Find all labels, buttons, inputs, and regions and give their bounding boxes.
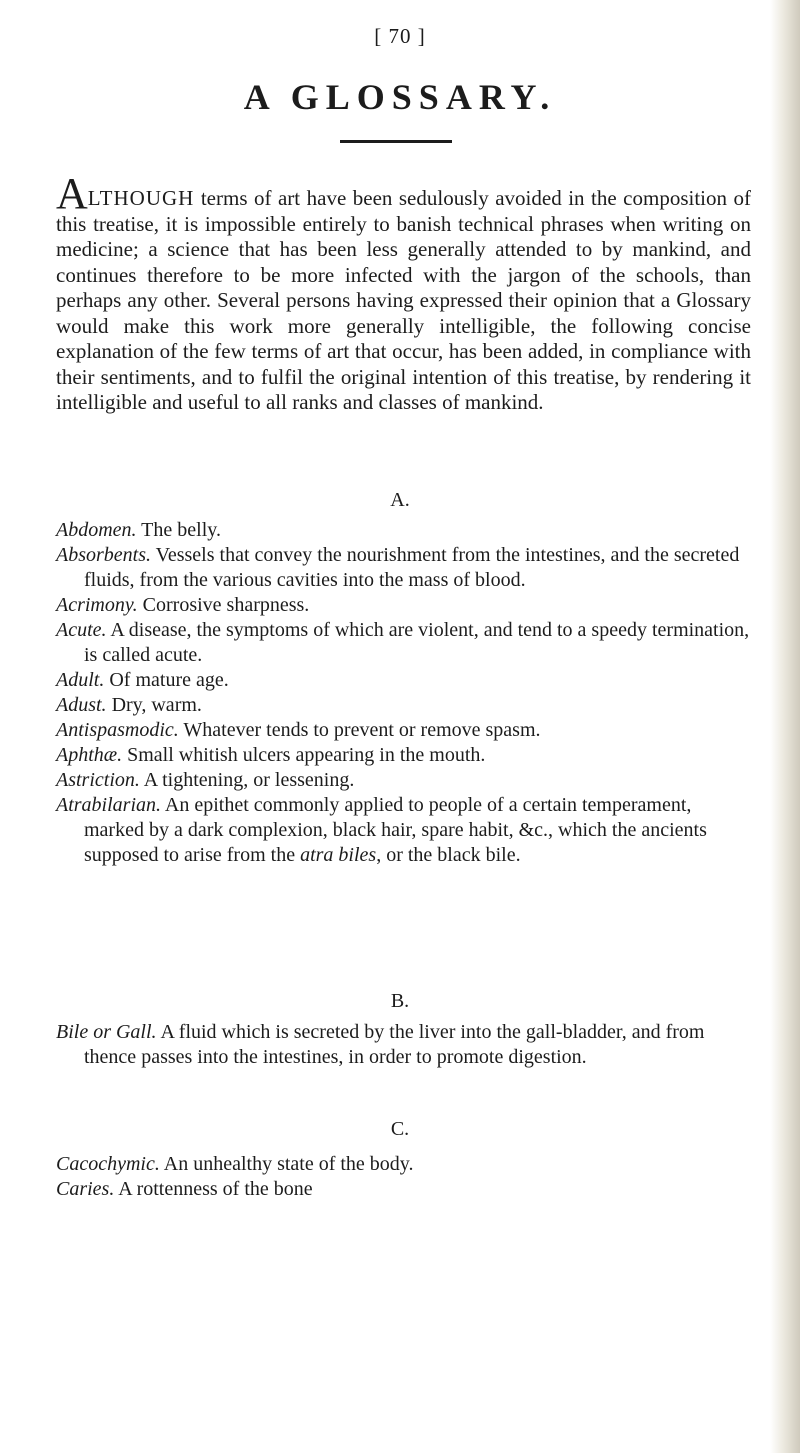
section-a-entries	[56, 518, 751, 868]
entry-term: Cacochymic.	[56, 1153, 160, 1175]
page-edge-shadow	[770, 0, 800, 1453]
section-b-entries	[56, 1020, 751, 1070]
glossary-entry	[56, 793, 751, 868]
entry-term: Astriction.	[56, 769, 140, 791]
entry-term: Abdomen.	[56, 519, 137, 541]
entry-term: Aphthæ.	[56, 744, 123, 766]
intro-paragraph	[56, 169, 751, 416]
entry-definition: Dry, warm.	[106, 694, 202, 716]
entry-term: Acute.	[56, 619, 107, 641]
entry-term: Antispasmodic.	[56, 719, 179, 741]
section-letter-b: B.	[390, 990, 410, 1012]
entry-term: Absorbents.	[56, 544, 151, 566]
title-divider	[340, 140, 452, 143]
glossary-entry	[56, 743, 751, 768]
entry-term-inline: atra biles	[300, 844, 377, 866]
glossary-entry	[56, 718, 751, 743]
entry-definition-tail: , or the black bile.	[376, 844, 521, 866]
intro-smallcaps: LTHOUGH	[87, 186, 195, 210]
section-letter-c: C.	[390, 1118, 410, 1140]
entry-term: Caries.	[56, 1178, 115, 1200]
entry-definition: Of mature age.	[104, 669, 229, 691]
entry-term: Acrimony.	[56, 594, 138, 616]
glossary-entry	[56, 768, 751, 793]
glossary-entry	[56, 543, 751, 593]
section-c-entries	[56, 1152, 751, 1202]
glossary-entry	[56, 1020, 751, 1070]
entry-definition: A tightening, or lessening.	[139, 769, 355, 791]
entry-definition: A fluid which is secreted by the liver into the gall-bladder, and from thence passes into the intestines, in order to promote digestion.	[84, 1021, 705, 1068]
glossary-entry	[56, 668, 751, 693]
glossary-entry	[56, 1152, 751, 1177]
entry-definition: Corrosive sharpness.	[137, 594, 310, 616]
entry-definition: An unhealthy state of the body.	[159, 1153, 414, 1175]
entry-term: Atrabilarian.	[56, 794, 162, 816]
entry-term: Adust.	[56, 694, 107, 716]
entry-definition: Vessels that convey the nourishment from the intestines, and the secreted fluids, from the various cavities into the mass of blood.	[84, 544, 740, 591]
entry-definition: Small whitish ulcers appearing in the mouth.	[122, 744, 486, 766]
entry-definition: An epithet commonly applied to people of a certain temperament, marked by a dark complexion, black hair, spare habit, &c., which the ancients supposed to arise from the	[84, 794, 707, 866]
drop-cap: A	[56, 169, 88, 218]
entry-definition: A rottenness of the bone	[114, 1178, 313, 1200]
intro-text: terms of art have been sedulously avoided in the composition of this treatise, it is impossible entirely to banish technical phrases when writing on medicine; a science that has been less generally attended to by mankind, and continues therefore to be more infected with the jargon of the schools, than perhaps any other. Several persons having expressed their opinion that a Glossary would make this work more generally intelligible, the following concise explanation of the few terms of art that occur, has been added, in compliance with their sentiments, and to fulfil the original intention of this treatise, by rendering it intelligible and useful to all ranks and classes of mankind.	[56, 186, 751, 414]
entry-definition: A disease, the symptoms of which are violent, and tend to a speedy termination, is called acute.	[84, 619, 750, 666]
glossary-title: A GLOSSARY.	[243, 77, 557, 117]
glossary-entry	[56, 693, 751, 718]
page-number: [ 70 ]	[374, 24, 426, 48]
glossary-entry	[56, 1177, 751, 1202]
glossary-entry	[56, 518, 751, 543]
entry-term: Adult.	[56, 669, 105, 691]
entry-definition: The belly.	[136, 519, 221, 541]
section-letter-a: A.	[390, 489, 410, 511]
entry-definition: Whatever tends to prevent or remove spasm.	[178, 719, 541, 741]
glossary-entry	[56, 618, 751, 668]
glossary-entry	[56, 593, 751, 618]
entry-term: Bile or Gall.	[56, 1021, 157, 1043]
